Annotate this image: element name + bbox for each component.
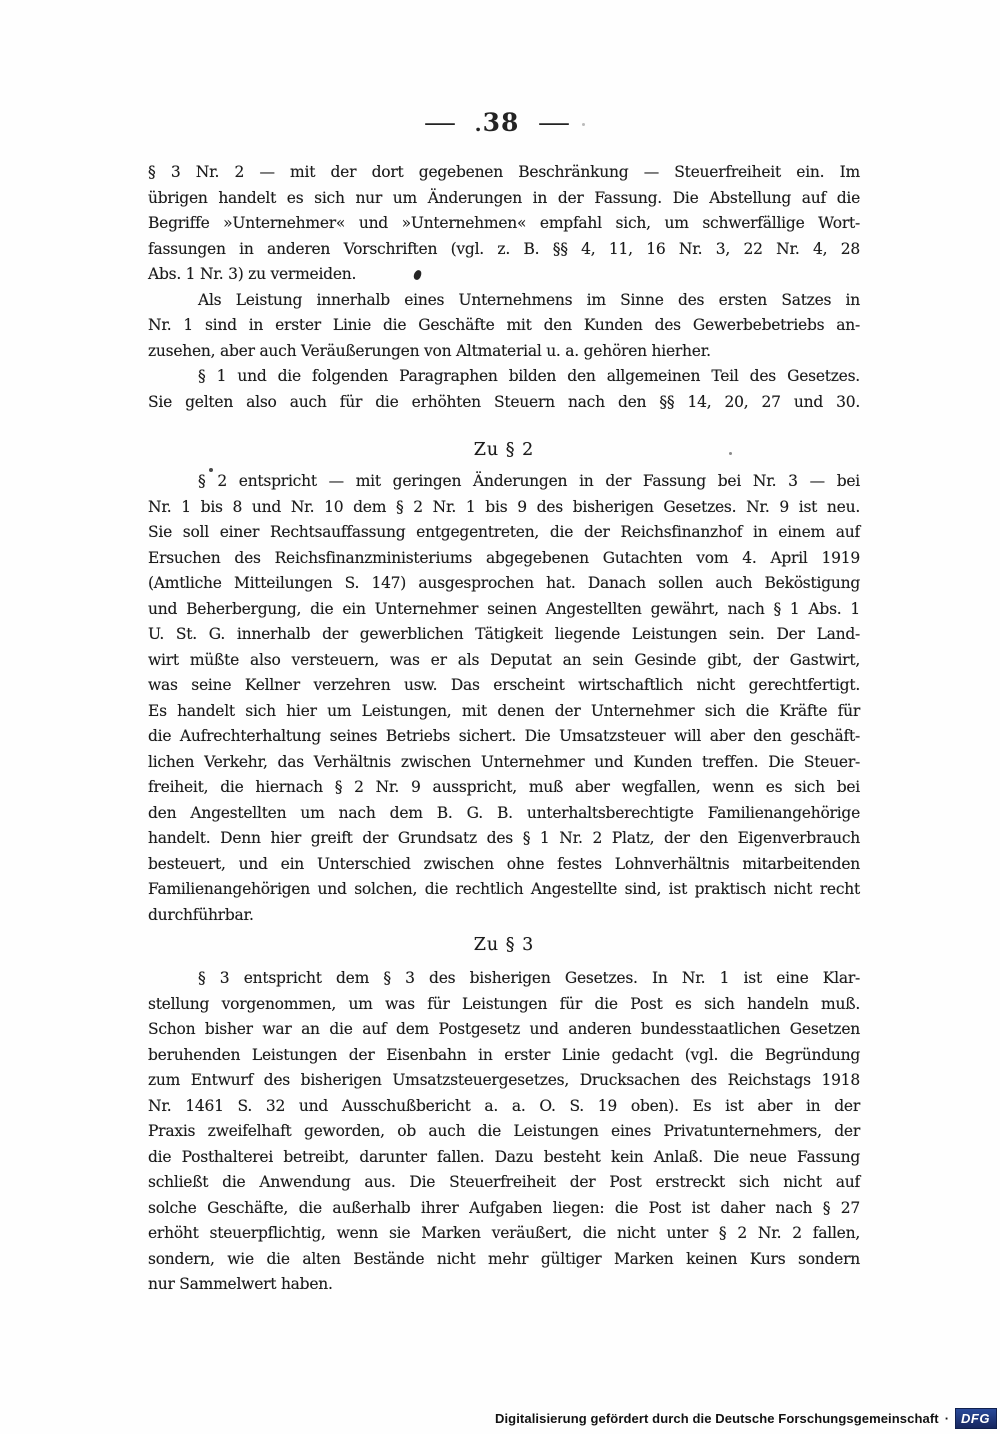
text-line: schließt die Anwendung aus. Die Steuerfreiheit der Post erstreckt sich nicht auf	[148, 1173, 860, 1191]
scan-speck	[729, 452, 732, 455]
text-line: U. St. G. innerhalb der gewerblichen Tätigkeit liegende Leistungen sein. Der Land-	[148, 625, 860, 643]
text-line: Nr. 1 sind in erster Linie die Geschäfte mit den Kunden des Gewerbebetriebs an-	[148, 316, 860, 334]
section-heading: Zu § 2	[473, 440, 535, 460]
paragraph	[148, 288, 860, 365]
text-line: Ersuchen des Reichsfinanzministeriums abgegebenen Gutachten vom 4. April 1919	[148, 548, 860, 567]
text-line: beruhenden Leistungen der Eisenbahn in erster Linie gedacht (vgl. die Begründung	[148, 1045, 860, 1064]
text-line: fassungen in anderen Vorschriften (vgl. z. B. §§ 4, 11, 16 Nr. 3, 22 Nr. 4, 28	[148, 239, 860, 258]
header-dash-left: —	[423, 108, 456, 138]
text-line: § 3 entspricht dem § 3 des bisherigen Gesetzes. In Nr. 1 ist eine Klar-	[198, 969, 860, 987]
text-line: Nr. 1 bis 8 und Nr. 10 dem § 2 Nr. 1 bis 9 des bisherigen Gesetzes. Nr. 9 ist neu.	[148, 497, 860, 516]
text-line: Schon bisher war an die auf dem Postgesetz und anderen bundesstaatlichen Gesetzen	[148, 1020, 860, 1038]
text-line: § 3 Nr. 2 — mit der dort gegebenen Beschränkung — Steuerfreiheit ein. Im	[148, 163, 860, 181]
text-line: sondern, wie die alten Bestände nicht mehr gültiger Marken keinen Kurs sondern	[148, 1249, 860, 1268]
text-line: durchführbar.	[148, 905, 254, 924]
text-line: übrigen handelt es sich nur um Änderungen in der Fassung. Die Abstellung auf die	[148, 188, 860, 207]
text-line: Als Leistung innerhalb eines Unternehmens im Sinne des ersten Satzes in	[198, 290, 860, 309]
text-line: (Amtliche Mitteilungen S. 147) ausgesprochen hat. Danach sollen auch Beköstigung	[148, 574, 860, 592]
text-line: handelt. Denn hier greift der Grundsatz des § 1 Nr. 2 Platz, der den Eigenverbrauch	[148, 829, 860, 847]
stray-dot-artifact: .	[474, 112, 482, 136]
text-line: Familienangehörigen und solchen, die rechtlich Angestellte sind, ist praktisch nicht recht	[148, 880, 860, 898]
text-line: Praxis zweifelhaft geworden, ob auch die Leistungen eines Privatunternehmers, der	[148, 1122, 860, 1140]
text-line: besteuert, und ein Unterschied zwischen ohne festes Lohnverhältnis mitarbeitenden	[148, 854, 860, 873]
scan-speck	[582, 123, 585, 126]
text-line: Nr. 1461 S. 32 und Ausschußbericht a. a. O. S. 19 oben). Es ist aber in der	[148, 1096, 860, 1115]
page-header	[0, 108, 994, 138]
page-number-group	[475, 108, 520, 138]
text-line: zum Entwurf des bisherigen Umsatzsteuergesetzes, Drucksachen des Reichstags 1918	[148, 1071, 860, 1089]
text-line: Es handelt sich hier um Leistungen, mit denen der Unternehmer sich die Kräfte für	[148, 701, 860, 720]
text-line: Sie gelten also auch für die erhöhten Steuern nach den §§ 14, 20, 27 und 30.	[148, 392, 860, 411]
text-line: freiheit, die hiernach § 2 Nr. 9 ausspricht, muß aber wegfallen, wenn es sich bei	[148, 778, 860, 796]
text-line: was seine Kellner verzehren usw. Das erscheint wirtschaftlich nicht gerechtfertigt.	[148, 676, 860, 694]
text-line: wirt müßte also versteuern, was er als Deputat an sein Gesinde gibt, der Gastwirt,	[148, 650, 860, 669]
text-line: die Posthalterei betreibt, darunter fallen. Dazu besteht kein Anlaß. Die neue Fassung	[148, 1147, 860, 1166]
paragraph	[148, 966, 860, 1298]
section-heading: Zu § 3	[473, 935, 535, 955]
text-line: und Beherbergung, die ein Unternehmer seinen Angestellten gewährt, nach § 1 Abs. 1	[148, 599, 860, 618]
text-line: Begriffe »Unternehmer« und »Unternehmen« empfahl sich, um schwerfällige Wort-	[148, 214, 860, 232]
paragraph	[148, 160, 860, 288]
text-line: Sie soll einer Rechtsauffassung entgegentreten, die der Reichsfinanzhof in einem auf	[148, 523, 860, 541]
body-text-block	[148, 160, 860, 1298]
scan-speck	[209, 468, 213, 472]
text-line: nur Sammelwert haben.	[148, 1275, 333, 1293]
text-line: stellung vorgenommen, um was für Leistungen für die Post es sich handeln muß.	[148, 994, 860, 1013]
text-line: die Aufrechterhaltung seines Betriebs sichert. Die Umsatzsteuer will aber den geschäft-	[148, 727, 860, 745]
paragraph	[148, 469, 860, 928]
text-line: erhöht steuerpflichtig, wenn sie Marken veräußert, die nicht unter § 2 Nr. 2 fallen,	[148, 1224, 860, 1242]
credit-separator: ·	[944, 1411, 950, 1426]
paragraph	[148, 364, 860, 415]
text-line: lichen Verkehr, das Verhältnis zwischen Unternehmer und Kunden treffen. Die Steuer-	[148, 752, 860, 771]
text-line: § 1 und die folgenden Paragraphen bilden den allgemeinen Teil des Gesetzes.	[198, 367, 860, 385]
digitization-footer	[495, 1408, 997, 1429]
text-line: solche Geschäfte, die außerhalb ihrer Aufgaben liegen: die Post ist daher nach § 27	[148, 1198, 860, 1217]
text-line: Abs. 1 Nr. 3) zu vermeiden.	[148, 265, 357, 283]
dfg-logo: DFG	[955, 1408, 997, 1429]
header-dash-right: —	[538, 108, 571, 138]
page-number: 38	[482, 108, 520, 137]
digitization-credit: Digitalisierung gefördert durch die Deutsche Forschungsgemeinschaft	[494, 1411, 939, 1426]
text-line: § 2 entspricht — mit geringen Änderungen in der Fassung bei Nr. 3 — bei	[198, 472, 860, 490]
text-line: den Angestellten um nach dem B. G. B. unterhaltsberechtigte Familienangehörige	[148, 803, 860, 822]
text-line: zusehen, aber auch Veräußerungen von Altmaterial u. a. gehören hierher.	[148, 341, 711, 360]
